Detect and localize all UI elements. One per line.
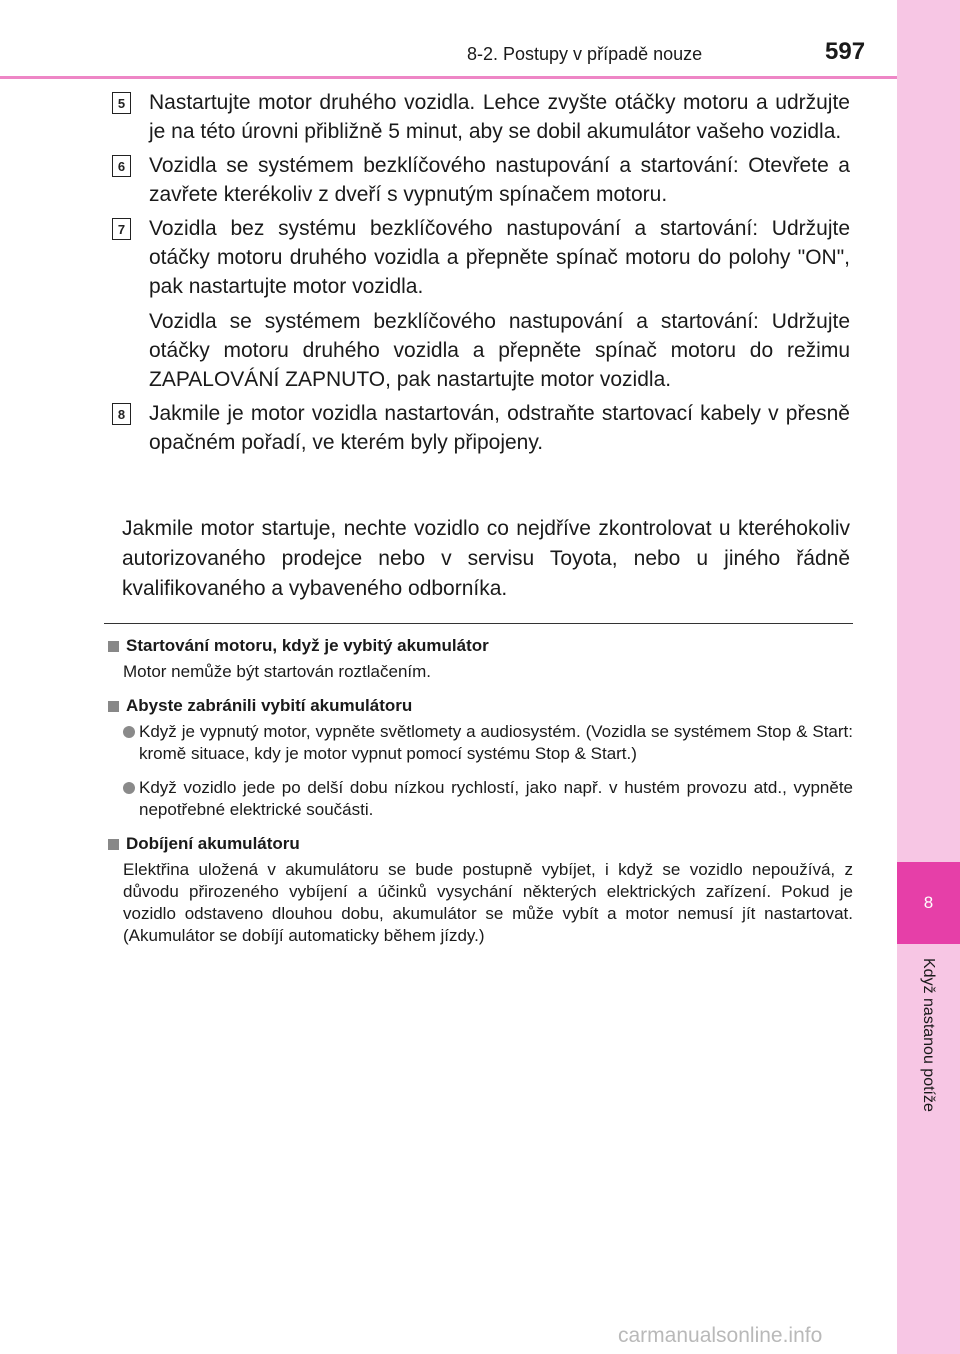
watermark: carmanualsonline.info — [618, 1324, 823, 1347]
chapter-title-text: Když nastanou potíže — [920, 958, 937, 1112]
closing-paragraph: Jakmile motor startuje, nechte vozidlo co nejdříve zkontrolovat u kteréhokoliv autorizovaného prodejce nebo v servisu Toyota, nebo u jiného řádně kvalifikovaného a vybaveného odborníka. — [122, 517, 850, 600]
page-number: 597 — [825, 38, 866, 65]
square-bullet-icon — [108, 839, 119, 850]
note-bullet-item — [123, 777, 853, 821]
step-text: Nastartujte motor druhého vozidla. Lehce zvyšte otáčky motoru a udržujte je na této úrovni přibližně 5 minut, aby se dobil akumulátor vašeho vozidla. — [149, 91, 850, 143]
note-bullet-text: Když vozidlo jede po delší dobu nízkou rychlostí, jako např. v hustém provozu atd., vypněte nepotřebné elektrické součásti. — [139, 778, 853, 819]
note-heading-text: Dobíjení akumulátoru — [126, 834, 300, 853]
step-8 — [112, 399, 850, 457]
square-bullet-icon — [108, 641, 119, 652]
step-7 — [112, 214, 850, 394]
note-heading — [108, 695, 853, 717]
step-list — [112, 88, 850, 462]
square-bullet-icon — [108, 701, 119, 712]
step-number-badge: 6 — [112, 155, 131, 177]
step-6 — [112, 151, 850, 209]
note-heading-text: Startování motoru, když je vybitý akumulátor — [126, 636, 489, 655]
notes-section — [108, 635, 853, 959]
header-rule — [0, 76, 897, 79]
note-bullet-text: Když je vypnutý motor, vypněte světlomety a audiosystém. (Vozidla se systémem Stop & Start: kromě situace, kdy je motor vypnut pomocí systému Stop & Start.) — [139, 722, 853, 763]
step-text: Jakmile je motor vozidla nastartován, odstraňte startovací kabely v přesně opačném pořadí, ve kterém byly připojeny. — [149, 402, 850, 454]
note-text: Motor nemůže být startován roztlačením. — [123, 662, 432, 681]
step-text: Vozidla se systémem bezklíčového nastupování a startování: Udržujte otáčky motoru druhého vozidla a přepněte spínač motoru do režimu ZAPALOVÁNÍ ZAPNUTO, pak nastartujte motor vozidla. — [149, 310, 850, 391]
note-heading-text: Abyste zabránili vybití akumulátoru — [126, 696, 413, 715]
step-text: Vozidla bez systému bezklíčového nastupování a startování: Udržujte otáčky motoru druhého vozidla a přepněte spínač motoru do polohy "ON", pak nastartujte motor vozidla. — [149, 217, 850, 298]
section-title: 8-2. Postupy v případě nouze — [467, 44, 703, 64]
note-text: Elektřina uložená v akumulátoru se bude postupně vybíjet, i když se vozidlo nepoužívá, z důvodu přirozeného vybíjení a účinků vysychání některých elektrických zařízení. Pokud je vozidlo odstaveno dlouhou dobu, akumulátor se může vybít a motor nemusí jít nastartovat. (Akumulátor se dobíjí automaticky během jízdy.) — [123, 860, 853, 945]
step-body — [149, 151, 850, 209]
step-body — [149, 214, 850, 394]
circle-bullet-icon — [123, 782, 135, 794]
step-5 — [112, 88, 850, 146]
step-number-badge: 7 — [112, 218, 131, 240]
step-number-badge: 5 — [112, 92, 131, 114]
note-heading — [108, 635, 853, 657]
note-heading — [108, 833, 853, 855]
chapter-number-tab: 8 — [897, 862, 960, 944]
step-text: Vozidla se systémem bezklíčového nastupování a startování: Otevřete a zavřete kterékoliv z dveří s vypnutým spínačem motoru. — [149, 154, 850, 206]
circle-bullet-icon — [123, 726, 135, 738]
step-body — [149, 399, 850, 457]
step-body — [149, 88, 850, 146]
step-number-badge: 8 — [112, 403, 131, 425]
chapter-title-label — [898, 958, 958, 1158]
note-bullet-item — [123, 721, 853, 765]
section-divider — [104, 623, 853, 624]
